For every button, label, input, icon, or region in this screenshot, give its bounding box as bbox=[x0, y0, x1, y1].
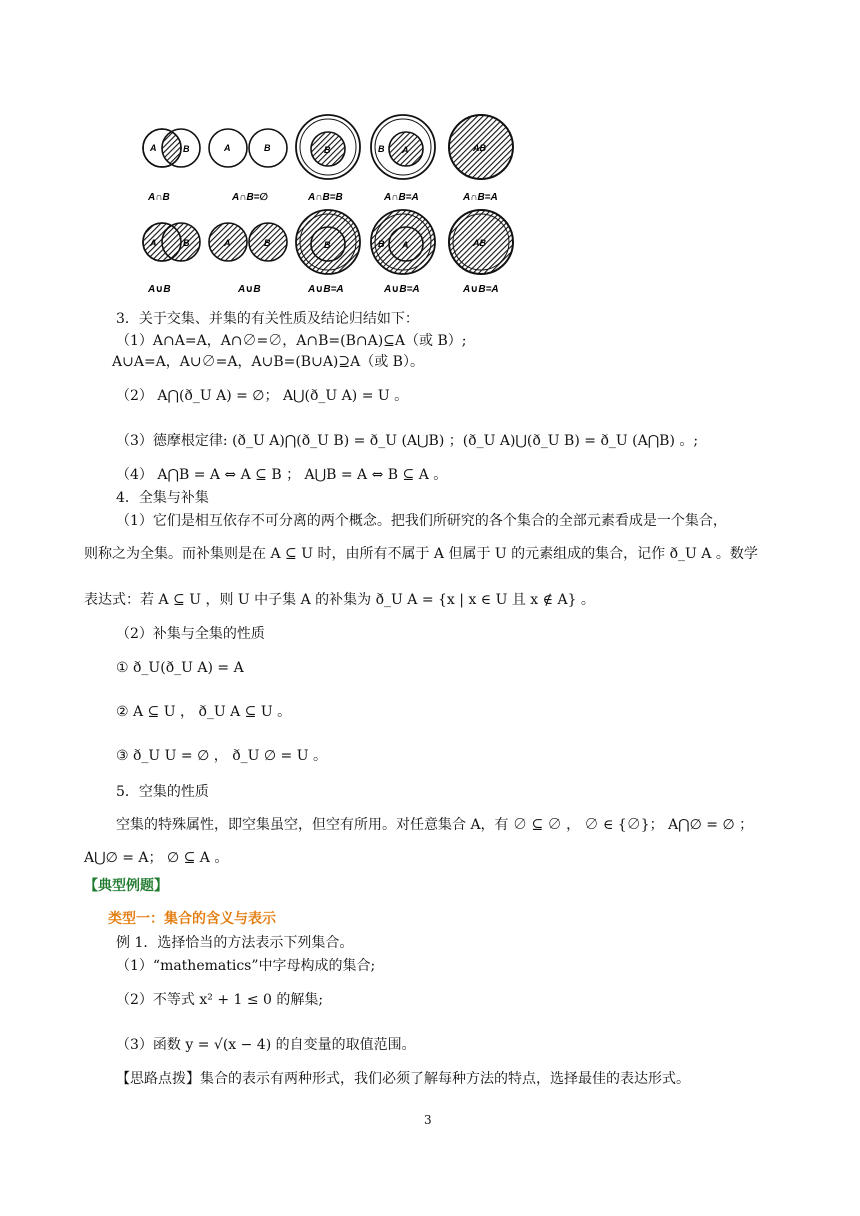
set-label-b: B bbox=[378, 239, 385, 249]
property-2: （2） A⋂(ð_U A) = ∅； A⋃(ð_U A) = U 。 bbox=[116, 388, 409, 404]
set-label-b: B bbox=[183, 238, 190, 248]
venn-diagram-svg bbox=[130, 112, 520, 298]
typical-examples-heading: 【典型例题】 bbox=[84, 878, 168, 894]
section-4-heading: 4．全集与补集 bbox=[116, 490, 209, 506]
venn-b-subset-a bbox=[296, 115, 360, 179]
set-label-ab: AB bbox=[473, 143, 486, 153]
example-1-item-2: （2）不等式 x² + 1 ≤ 0 的解集; bbox=[116, 992, 324, 1008]
property-3-de-morgan: （3）德摩根定律: (ð_U A)⋂(ð_U B) = ð_U (A⋃B) ；(ð_U A)⋃(ð_U B) = ð_U (A⋂B) 。; bbox=[116, 433, 699, 449]
paragraph-universal-set-2: 则称之为全集。而补集则是在 A ⊆ U 时，由所有不属于 A 但属于 U 的元素组成的集合，记作 ð_U A 。数学 bbox=[84, 546, 758, 562]
caption-10: A∪B=A bbox=[463, 284, 499, 295]
venn-union-b-subset bbox=[296, 210, 360, 274]
caption-6: A∪B bbox=[148, 284, 171, 295]
venn-equal-sets bbox=[449, 115, 513, 179]
example-1-item-1: （1）“mathematics”中字母构成的集合; bbox=[116, 958, 376, 974]
property-1-intersection: （1）A∩A=A，A∩∅=∅，A∩B=(B∩A)⊆A（或 B）; bbox=[116, 333, 467, 349]
venn-a-subset-b bbox=[371, 115, 435, 179]
caption-3: A∩B=B bbox=[308, 192, 343, 203]
set-label-a: A bbox=[150, 238, 157, 248]
caption-4: A∩B=A bbox=[384, 192, 419, 203]
complement-property-2: ② A ⊆ U ， ð_U A ⊆ U 。 bbox=[116, 704, 292, 720]
caption-7: A∪B bbox=[238, 284, 261, 295]
set-label-a: A bbox=[224, 143, 231, 153]
example-1-title: 例 1．选择恰当的方法表示下列集合。 bbox=[116, 935, 354, 951]
venn-union-overlap bbox=[143, 223, 200, 261]
complement-property-1: ① ð_U(ð_U A) = A bbox=[116, 660, 244, 676]
type-one-heading: 类型一：集合的含义与表示 bbox=[108, 911, 276, 927]
page-number: 3 bbox=[424, 1113, 432, 1127]
set-label-a: A bbox=[150, 143, 157, 153]
set-label-b: B bbox=[264, 238, 271, 248]
venn-disjoint bbox=[209, 129, 287, 167]
complement-property-3: ③ ð_U U = ∅ ， ð_U ∅ = U 。 bbox=[116, 748, 327, 764]
venn-union-equal bbox=[449, 210, 513, 274]
set-label-b: B bbox=[264, 143, 271, 153]
caption-5: A∩B=A bbox=[463, 192, 498, 203]
set-label-ab: AB bbox=[473, 238, 486, 248]
property-4: （4） A⋂B = A ⇔ A ⊆ B ； A⋃B = A ⇔ B ⊆ A 。 bbox=[116, 467, 448, 483]
venn-intersection-overlap bbox=[143, 129, 200, 167]
set-label-b: B bbox=[324, 145, 331, 155]
section-5-heading: 5．空集的性质 bbox=[116, 784, 209, 800]
section-3-heading: 3．关于交集、并集的有关性质及结论归结如下： bbox=[116, 311, 419, 327]
example-1-item-3: （3）函数 y = √(x − 4) 的自变量的取值范围。 bbox=[116, 1037, 416, 1053]
venn-union-a-subset bbox=[371, 210, 435, 274]
caption-9: A∪B=A bbox=[384, 284, 420, 295]
complement-properties-heading: （2）补集与全集的性质 bbox=[116, 626, 265, 642]
set-label-b: B bbox=[183, 144, 190, 154]
paragraph-universal-set-3: 表达式：若 A ⊆ U ，则 U 中子集 A 的补集为 ð_U A = {x | x ∈ U 且 x ∉ A} 。 bbox=[84, 592, 595, 608]
set-label-a: A bbox=[402, 145, 409, 155]
caption-2: A∩B=∅ bbox=[232, 192, 269, 203]
set-label-a: A bbox=[402, 240, 409, 250]
set-label-b: B bbox=[324, 240, 331, 250]
caption-1: A∩B bbox=[148, 192, 170, 203]
empty-set-paragraph-2: A⋃∅ = A； ∅ ⊆ A 。 bbox=[84, 850, 229, 866]
caption-8: A∪B=A bbox=[308, 284, 344, 295]
paragraph-universal-set-1: （1）它们是相互依存不可分离的两个概念。把我们所研究的各个集合的全部元素看成是一个集合， bbox=[116, 513, 727, 529]
venn-union-disjoint bbox=[209, 223, 287, 261]
empty-set-paragraph-1: 空集的特殊属性，即空集虽空，但空有所用。对任意集合 A，有 ∅ ⊆ ∅ ， ∅ ∈ {∅}； A⋂∅ = ∅ ； bbox=[116, 817, 754, 833]
venn-diagram-figure bbox=[130, 112, 520, 298]
property-1-union: A∪A=A，A∪∅=A，A∪B=(B∪A)⊇A（或 B）。 bbox=[112, 354, 424, 370]
set-label-b: B bbox=[378, 144, 385, 154]
set-label-a: A bbox=[224, 238, 231, 248]
hint-paragraph: 【思路点拨】集合的表示有两种形式，我们必须了解每种方法的特点，选择最佳的表达形式。 bbox=[116, 1071, 690, 1087]
